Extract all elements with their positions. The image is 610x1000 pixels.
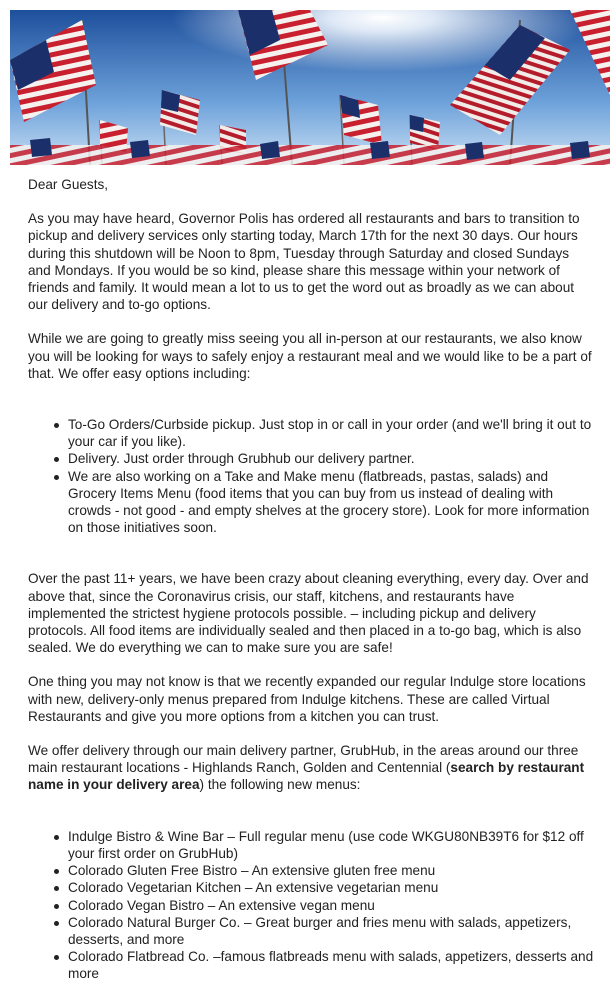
delivery-text-end: ) the following new menus:: [199, 777, 361, 793]
delivery-text-start: We offer delivery through our main delivery partner, GrubHub, in the areas around our three main restaurant locations - Highlands Ranch, Golden and Centennial (: [28, 743, 579, 776]
list-item: Colorado Vegan Bistro – An extensive vegan menu: [68, 897, 594, 914]
list-item: Colorado Gluten Free Bistro – An extensive gluten free menu: [68, 862, 594, 879]
list-item: Indulge Bistro & Wine Bar – Full regular menu (use code WKGU80NB39T6 for $12 off your first order on GrubHub): [68, 828, 594, 862]
menus-list: [28, 828, 594, 983]
delivery-search-hint: search by restaurant name in your delivery area: [28, 760, 585, 793]
list-item: Colorado Flatbread Co. –famous flatbreads menu with salads, appetizers, desserts and more: [68, 949, 594, 982]
paragraph-hygiene: Over the past 11+ years, we have been crazy about cleaning everything, every day. Over and above that, since the Coronavirus crisis, our staff, kitchens, and restaurants have implemented the strictest hygiene protocols possible. – including pickup and delivery protocols. All food items are individually sealed and then placed in a to-go bag, which is also sealed. We do everything we can to make sure you are safe!: [28, 571, 589, 656]
banner-image: [10, 10, 610, 165]
list-item: We are also working on a Take and Make menu (flatbreads, pastas, salads) and Grocery Items Menu (food items that you can buy from us instead of dealing with crowds - not good - and empty shelves at the grocery store). Look for more information on those initiatives soon.: [68, 468, 594, 537]
paragraph-delivery: [28, 742, 594, 794]
list-item: Delivery. Just order through Grubhub our delivery partner.: [68, 450, 594, 467]
letter-body: [28, 176, 594, 983]
american-flags-photo: [10, 10, 610, 165]
list-item: Colorado Natural Burger Co. – Great burger and fries menu with salads, appetizers, desserts, and more: [68, 914, 594, 948]
paragraph-shutdown: As you may have heard, Governor Polis has ordered all restaurants and bars to transition to pickup and delivery services only starting today, March 17th for the next 30 days. Our hours during this shutdown will be Noon to 8pm, Tuesday through Saturday and closed Sundays and Mondays. If you would be so kind, please share this message within your network of friends and family. It would mean a lot to us to get the word out as broadly as we can about our delivery and to-go options.: [28, 211, 580, 313]
list-item: Colorado Vegetarian Kitchen – An extensive vegetarian menu: [68, 879, 594, 896]
options-list: [28, 416, 594, 536]
paragraph-options-intro: While we are going to greatly miss seeing you all in-person at our restaurants, we also know you will be looking for ways to safely enjoy a restaurant meal and we would like to be a part of that. We offer easy options including:: [28, 331, 592, 381]
greeting: Dear Guests,: [28, 177, 109, 192]
list-item: To-Go Orders/Curbside pickup. Just stop in or call in your order (and we'll bring it out to your car if you like).: [68, 416, 594, 450]
paragraph-virtual-restaurants: One thing you may not know is that we recently expanded our regular Indulge store locations with new, delivery-only menus prepared from Indulge kitchens. These are called Virtual Restaurants and give you more options from a kitchen you can trust.: [28, 674, 586, 724]
